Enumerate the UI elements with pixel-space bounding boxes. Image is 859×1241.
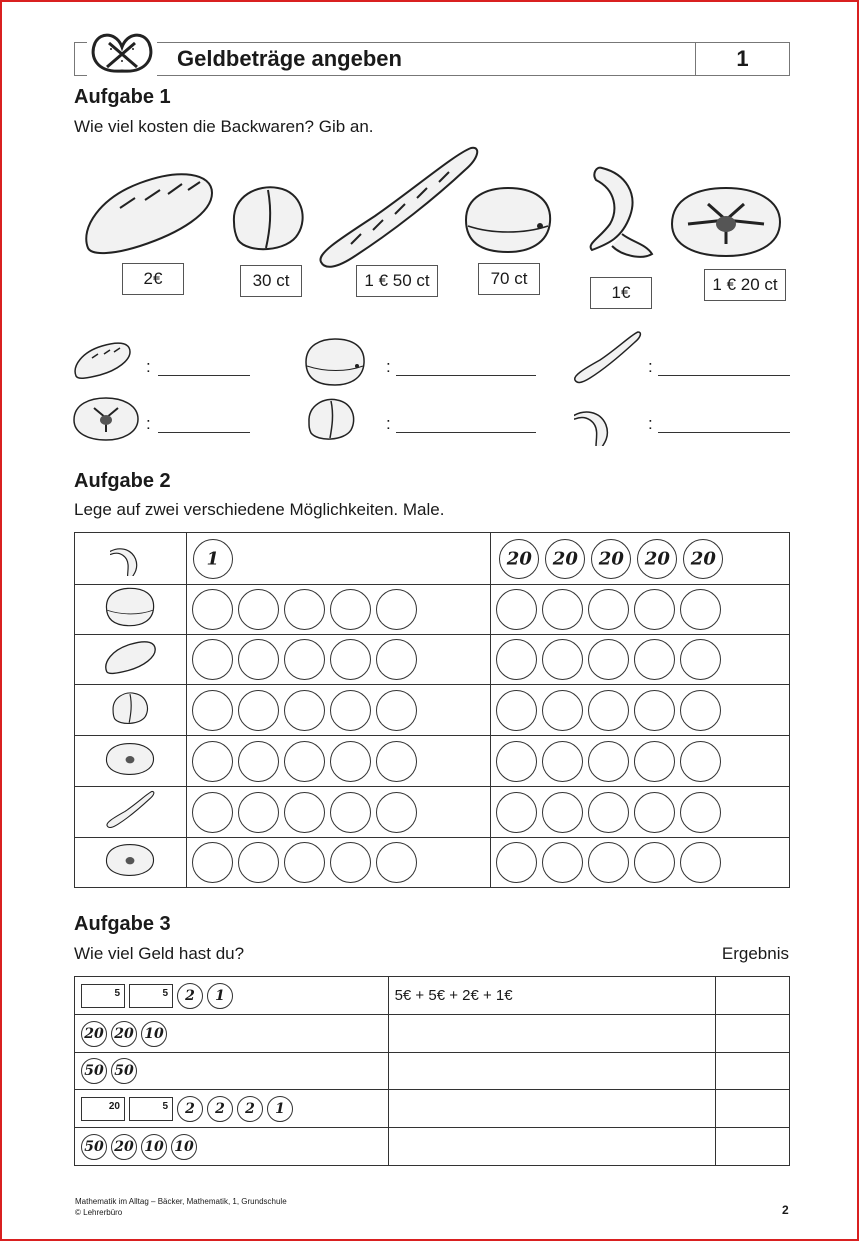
croissant-small-icon bbox=[574, 396, 624, 446]
table-row bbox=[75, 1015, 790, 1053]
answer-line[interactable] bbox=[158, 432, 250, 433]
task1-heading: Aufgabe 1 bbox=[74, 86, 171, 108]
table-row bbox=[75, 685, 790, 736]
price-box-loaf: 2€ bbox=[122, 263, 184, 295]
table-row bbox=[75, 787, 790, 838]
result-cell[interactable] bbox=[716, 1090, 790, 1128]
answer-line[interactable] bbox=[158, 375, 250, 376]
footer-credits bbox=[75, 1196, 287, 1218]
circle-cell[interactable] bbox=[491, 635, 790, 685]
worksheet-header bbox=[74, 42, 790, 76]
result-label: Ergebnis bbox=[721, 944, 789, 963]
table-row bbox=[75, 585, 790, 635]
twenty-cent-coin-icon: 20 bbox=[111, 1134, 137, 1160]
task2-table bbox=[74, 532, 790, 888]
row-label-cell bbox=[75, 787, 187, 838]
ten-cent-coin-icon: 10 bbox=[141, 1021, 167, 1047]
task1-instruction: Wie viel kosten die Backwaren? Gib an. bbox=[74, 117, 374, 136]
twenty-cent-coin-icon: 20 bbox=[591, 539, 631, 579]
five-euro-note-icon: 5 bbox=[81, 984, 125, 1008]
berliner-small-icon bbox=[303, 338, 367, 386]
row-label-cell bbox=[75, 635, 187, 685]
table-row bbox=[75, 533, 790, 585]
twenty-cent-coin-icon: 20 bbox=[81, 1021, 107, 1047]
baguette-small-icon bbox=[105, 790, 155, 830]
circle-cell[interactable] bbox=[186, 838, 491, 888]
calculation-cell[interactable] bbox=[388, 1015, 716, 1053]
calculation-cell: 5€ + 5€ + 2€ + 1€ bbox=[388, 977, 716, 1015]
twenty-cent-coin-icon: 20 bbox=[499, 539, 539, 579]
wreath-bun-small-icon bbox=[72, 396, 140, 442]
bread-loaf-icon bbox=[80, 168, 216, 258]
answer-line[interactable] bbox=[658, 432, 790, 433]
price-box-croissant: 1€ bbox=[590, 277, 652, 309]
colon: : bbox=[386, 357, 391, 376]
calculation-cell[interactable] bbox=[388, 1053, 716, 1090]
wreath-bun-icon bbox=[668, 184, 784, 260]
twenty-cent-coin-icon: 20 bbox=[683, 539, 723, 579]
two-euro-coin-icon: 2 bbox=[177, 983, 203, 1009]
roll-small-icon bbox=[110, 690, 150, 726]
circle-cell[interactable] bbox=[186, 736, 491, 787]
page-title: Geldbeträge angeben bbox=[177, 46, 402, 71]
money-cell bbox=[75, 977, 389, 1015]
money-cell bbox=[75, 1128, 389, 1166]
twenty-euro-note-icon: 20 bbox=[81, 1097, 125, 1121]
answer-line[interactable] bbox=[396, 375, 536, 376]
berliner-icon bbox=[462, 186, 554, 254]
five-euro-note-icon: 5 bbox=[129, 1097, 173, 1121]
result-cell[interactable] bbox=[716, 977, 790, 1015]
circle-cell[interactable] bbox=[491, 585, 790, 635]
circle-cell[interactable] bbox=[186, 787, 491, 838]
fifty-cent-coin-icon: 50 bbox=[81, 1134, 107, 1160]
page-number: 2 bbox=[782, 1203, 789, 1217]
twenty-cent-coin-icon: 20 bbox=[111, 1021, 137, 1047]
circle-cell[interactable] bbox=[186, 635, 491, 685]
task3-table bbox=[74, 976, 790, 1166]
row-label-cell bbox=[75, 585, 187, 635]
baguette-small-icon bbox=[572, 330, 642, 386]
table-row bbox=[75, 635, 790, 685]
answer-line[interactable] bbox=[396, 432, 536, 433]
table-row bbox=[75, 838, 790, 888]
roll-small-icon bbox=[305, 396, 357, 442]
money-cell bbox=[75, 1053, 389, 1090]
two-euro-coin-icon: 2 bbox=[177, 1096, 203, 1122]
money-cell bbox=[75, 1015, 389, 1053]
row-label-cell bbox=[75, 685, 187, 736]
baguette-icon bbox=[315, 144, 481, 276]
circle-cell[interactable] bbox=[491, 838, 790, 888]
price-box-roll: 30 ct bbox=[240, 265, 302, 297]
row-label-cell bbox=[75, 533, 187, 585]
ten-cent-coin-icon: 10 bbox=[171, 1134, 197, 1160]
worksheet-number: 1 bbox=[695, 43, 789, 75]
table-row bbox=[75, 977, 790, 1015]
footer-line: © Lehrerbüro bbox=[75, 1208, 123, 1217]
table-row bbox=[75, 1128, 790, 1166]
croissant-icon bbox=[582, 164, 658, 260]
calculation-cell[interactable] bbox=[388, 1128, 716, 1166]
task3-heading: Aufgabe 3 bbox=[74, 913, 171, 935]
table-row bbox=[75, 1090, 790, 1128]
wreath-bun-small-icon bbox=[105, 741, 155, 777]
colon: : bbox=[648, 357, 653, 376]
berliner-small-icon bbox=[104, 587, 156, 627]
croissant-small-icon bbox=[110, 536, 150, 576]
circle-cell[interactable] bbox=[491, 787, 790, 838]
calculation-cell[interactable] bbox=[388, 1090, 716, 1128]
footer-line: Mathematik im Alltag – Bäcker, Mathematik, 1, Grundschule bbox=[75, 1197, 287, 1206]
row-label-cell bbox=[75, 736, 187, 787]
colon: : bbox=[648, 414, 653, 433]
ten-cent-coin-icon: 10 bbox=[141, 1134, 167, 1160]
circle-cell[interactable] bbox=[186, 585, 491, 635]
colon: : bbox=[386, 414, 391, 433]
roll-icon bbox=[228, 182, 308, 254]
one-euro-coin-icon: 1 bbox=[193, 539, 233, 579]
circle-cell[interactable] bbox=[491, 685, 790, 736]
task2-heading: Aufgabe 2 bbox=[74, 470, 171, 492]
row-label-cell bbox=[75, 838, 187, 888]
one-euro-coin-icon: 1 bbox=[207, 983, 233, 1009]
table-row bbox=[75, 736, 790, 787]
money-cell bbox=[75, 1090, 389, 1128]
task3-instruction: Wie viel Geld hast du? bbox=[74, 944, 245, 963]
result-cell[interactable] bbox=[716, 1015, 790, 1053]
circle-cell[interactable] bbox=[186, 685, 491, 736]
colon: : bbox=[146, 414, 151, 433]
twenty-cent-coin-icon: 20 bbox=[545, 539, 585, 579]
result-cell[interactable] bbox=[716, 1128, 790, 1166]
twenty-cent-coin-icon: 20 bbox=[637, 539, 677, 579]
five-euro-note-icon: 5 bbox=[129, 984, 173, 1008]
fifty-cent-coin-icon: 50 bbox=[81, 1058, 107, 1084]
task2-instruction: Lege auf zwei verschiedene Möglichkeiten. Male. bbox=[74, 500, 445, 519]
result-cell[interactable] bbox=[716, 1053, 790, 1090]
fifty-cent-coin-icon: 50 bbox=[111, 1058, 137, 1084]
table-row bbox=[75, 1053, 790, 1090]
two-euro-coin-icon: 2 bbox=[207, 1096, 233, 1122]
two-euro-coin-icon: 2 bbox=[237, 1096, 263, 1122]
one-euro-coin-icon: 1 bbox=[267, 1096, 293, 1122]
price-box-wreath: 1 € 20 ct bbox=[704, 269, 786, 301]
example-cell-left bbox=[186, 533, 491, 585]
price-box-berliner: 70 ct bbox=[478, 263, 540, 295]
answer-line[interactable] bbox=[658, 375, 790, 376]
bread-loaf-small-icon bbox=[72, 340, 132, 380]
example-cell-right bbox=[491, 533, 790, 585]
wreath-bun-small-icon bbox=[105, 842, 155, 878]
bread-loaf-small-icon bbox=[103, 638, 157, 676]
pretzel-icon bbox=[87, 27, 157, 77]
price-box-baguette: 1 € 50 ct bbox=[356, 265, 438, 297]
colon: : bbox=[146, 357, 151, 376]
circle-cell[interactable] bbox=[491, 736, 790, 787]
